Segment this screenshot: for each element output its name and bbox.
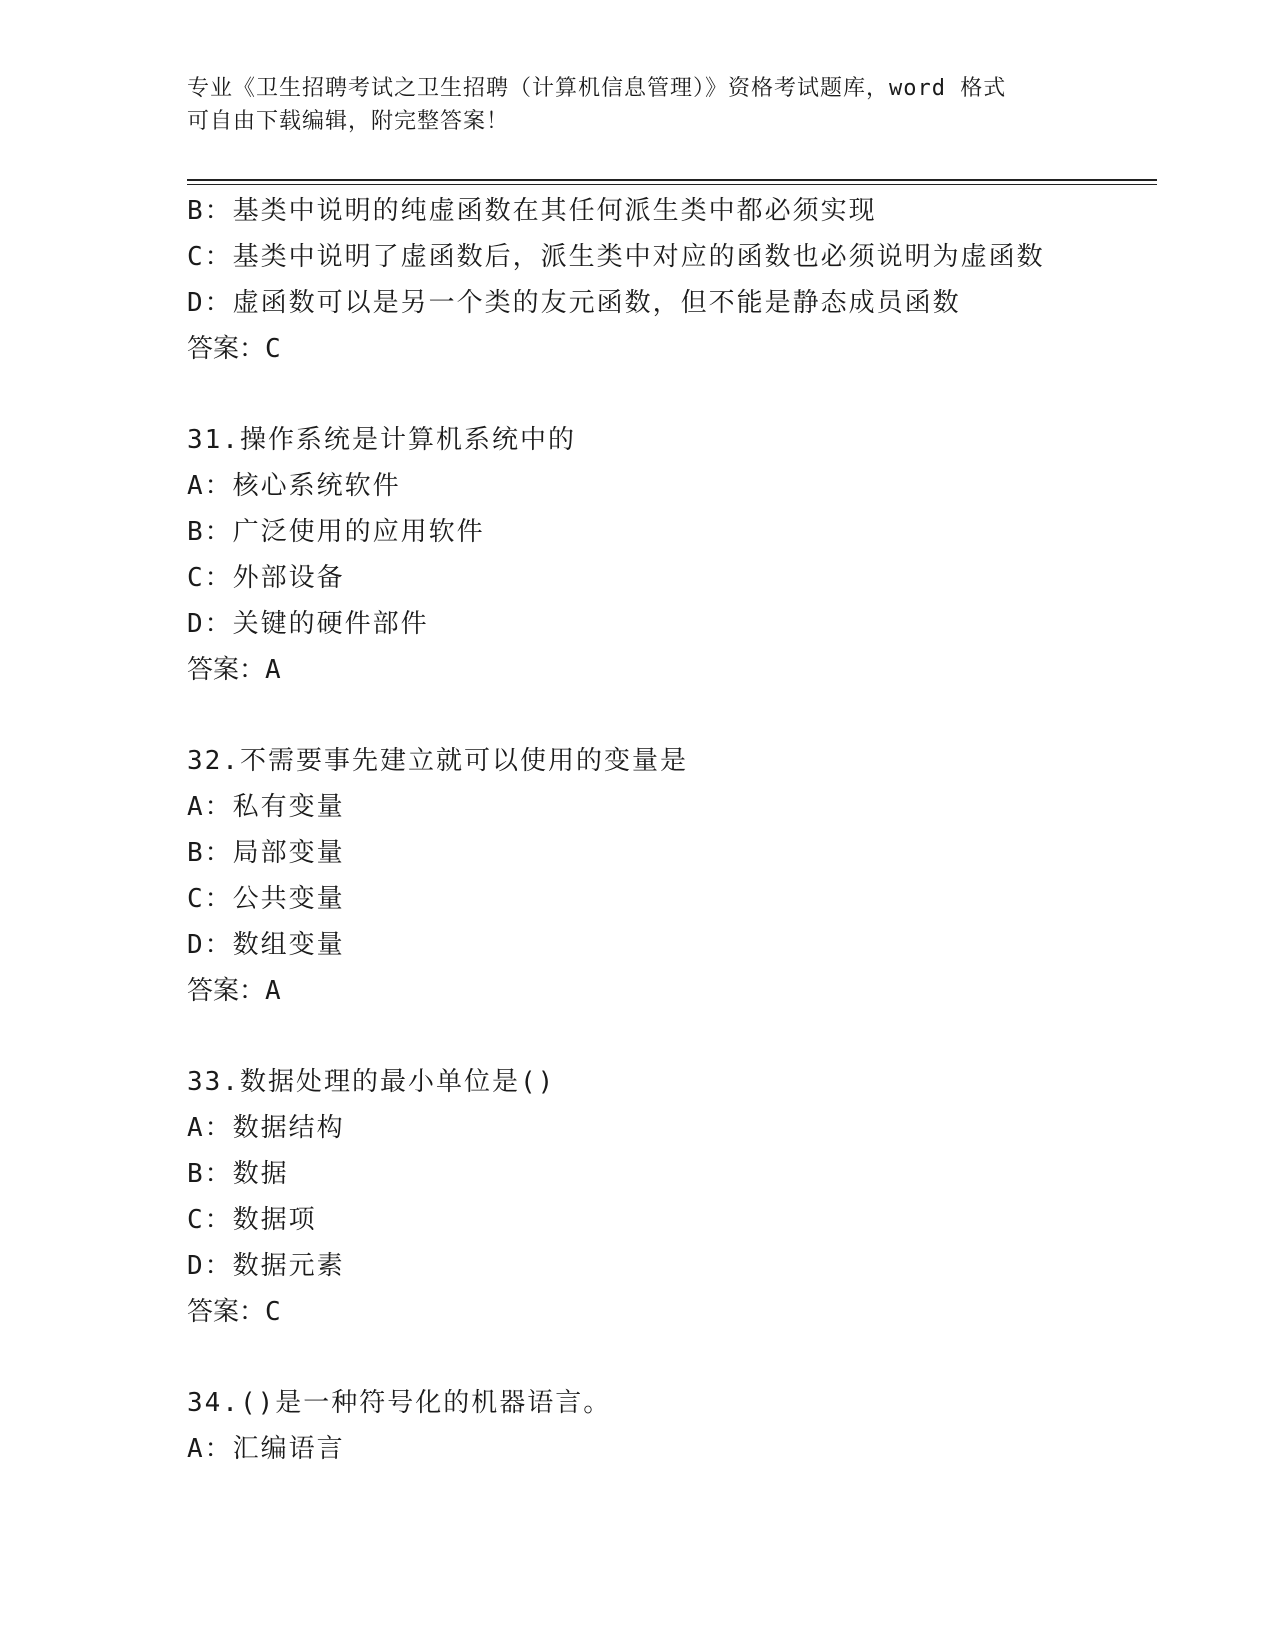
spacer (187, 1335, 1157, 1380)
question-34 (187, 1380, 1157, 1472)
option-d: D：数组变量 (187, 930, 345, 960)
answer-label: 答案： (187, 976, 266, 1006)
answer-line (187, 326, 1157, 372)
question-33 (187, 1059, 1157, 1335)
option-d: D：虚函数可以是另一个类的友元函数，但不能是静态成员函数 (187, 288, 961, 318)
answer-label: 答案： (187, 1297, 266, 1327)
option-a: A：汇编语言 (187, 1434, 345, 1464)
option-b: B：广泛使用的应用软件 (187, 517, 485, 547)
option-a: A：私有变量 (187, 792, 345, 822)
spacer (187, 372, 1157, 417)
option-b: B：局部变量 (187, 838, 345, 868)
question-31 (187, 417, 1157, 693)
answer-value: C (265, 334, 281, 364)
option-a: A：核心系统软件 (187, 471, 401, 501)
answer-line (187, 1289, 1157, 1335)
document-header (187, 72, 1087, 138)
option-b: B：数据 (187, 1159, 289, 1189)
question-stem: 33.数据处理的最小单位是() (187, 1067, 556, 1097)
option-c: C：公共变量 (187, 884, 345, 914)
spacer (187, 693, 1157, 738)
question-stem: 31.操作系统是计算机系统中的 (187, 425, 576, 455)
answer-line (187, 647, 1157, 693)
option-d: D：关键的硬件部件 (187, 609, 429, 639)
option-c: C：外部设备 (187, 563, 345, 593)
answer-label: 答案： (187, 334, 266, 364)
answer-value: A (265, 655, 281, 685)
answer-value: A (265, 976, 281, 1006)
option-a: A：数据结构 (187, 1113, 345, 1143)
answer-label: 答案： (187, 655, 266, 685)
question-stem: 32.不需要事先建立就可以使用的变量是 (187, 746, 688, 776)
header-title-line-2: 可自由下载编辑，附完整答案！ (187, 109, 510, 134)
header-divider (187, 179, 1157, 185)
answer-value: C (265, 1297, 281, 1327)
spacer (187, 1014, 1157, 1059)
header-title-line-1: 专业《卫生招聘考试之卫生招聘（计算机信息管理）》资格考试题库，word 格式 (187, 76, 1007, 101)
question-content (187, 188, 1157, 1472)
prev-question-block (187, 188, 1157, 372)
answer-line (187, 968, 1157, 1014)
question-32 (187, 738, 1157, 1014)
option-c: C：数据项 (187, 1205, 317, 1235)
question-stem: 34.()是一种符号化的机器语言。 (187, 1388, 612, 1418)
option-c: C：基类中说明了虚函数后，派生类中对应的函数也必须说明为虚函数 (187, 242, 1045, 272)
option-d: D：数据元素 (187, 1251, 345, 1281)
option-b: B：基类中说明的纯虚函数在其任何派生类中都必须实现 (187, 196, 877, 226)
